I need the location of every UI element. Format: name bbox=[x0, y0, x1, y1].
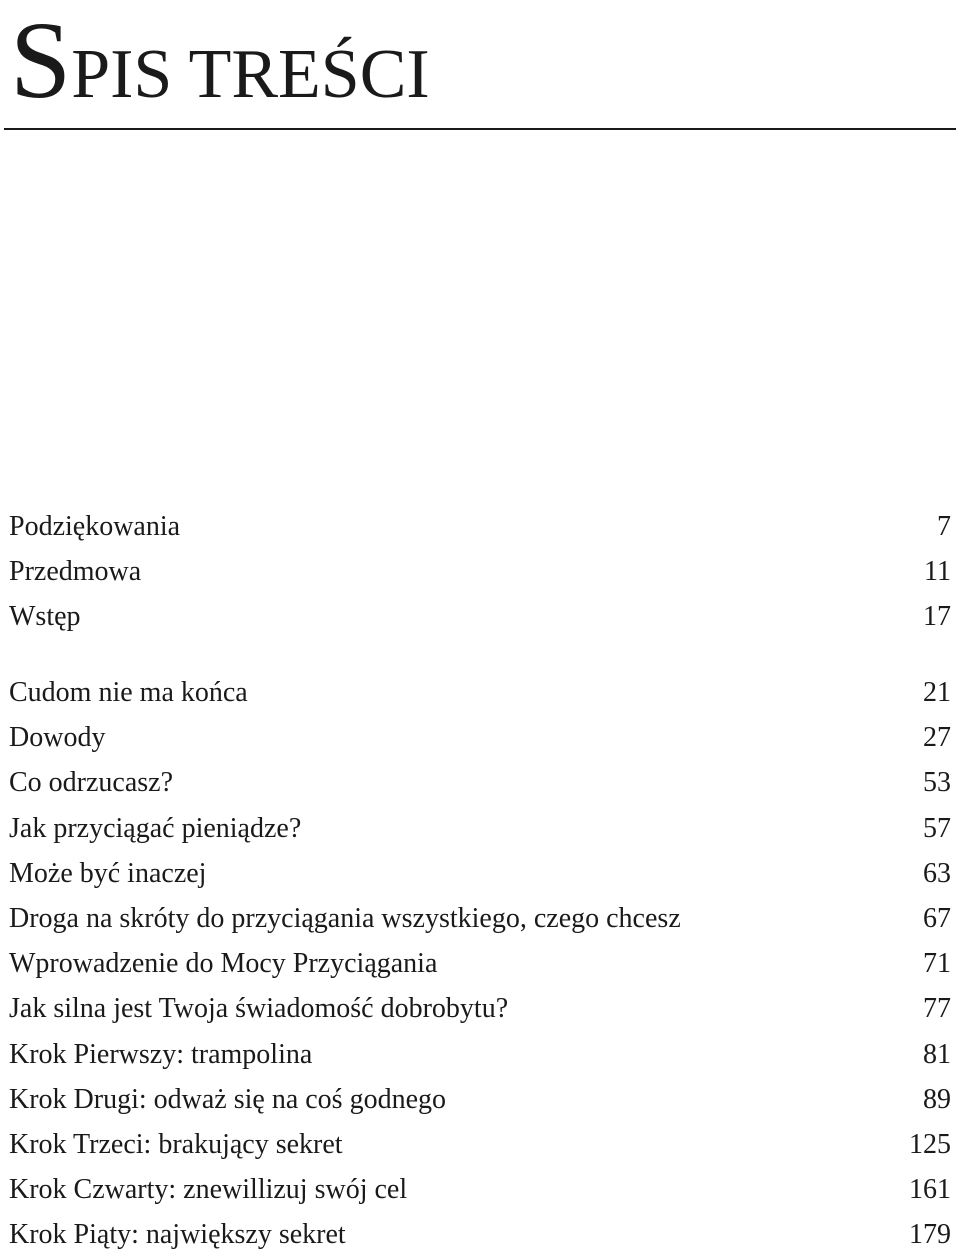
title-divider bbox=[4, 128, 956, 130]
toc-entry-page-number: 77 bbox=[923, 993, 951, 1025]
toc-entry-label: Cudom nie ma końca bbox=[9, 677, 248, 708]
toc-entry-label: Może być inaczej bbox=[9, 857, 207, 889]
toc-entry[interactable] bbox=[9, 1167, 951, 1212]
toc-entry-page-number: 57 bbox=[923, 812, 951, 844]
toc-entry-label: Krok Pierwszy: trampolina bbox=[9, 1038, 313, 1070]
toc-entry-page-number: 81 bbox=[923, 1038, 951, 1070]
toc-entry-page-number: 67 bbox=[923, 902, 951, 934]
toc-entry-page-number: 71 bbox=[923, 948, 951, 980]
toc-entry-label: Krok Drugi: odważ się na coś godnego bbox=[9, 1083, 447, 1115]
page-title-rest: PIS TREŚCI bbox=[71, 36, 430, 113]
toc-entry[interactable] bbox=[9, 760, 951, 805]
toc-entry-page-number: 17 bbox=[923, 601, 951, 633]
toc-entry-label: Podziękowania bbox=[9, 511, 181, 542]
page-title bbox=[10, 0, 430, 135]
toc-entry-page-number: 7 bbox=[937, 511, 951, 542]
toc-entry-label: Co odrzucasz? bbox=[9, 767, 174, 799]
toc-chapters bbox=[9, 670, 951, 1257]
toc-entry[interactable] bbox=[9, 594, 951, 639]
toc-entry-label: Krok Trzeci: brakujący sekret bbox=[9, 1128, 343, 1160]
toc-entry[interactable] bbox=[9, 851, 951, 896]
toc-entry[interactable] bbox=[9, 504, 951, 549]
toc-entry[interactable] bbox=[9, 1212, 951, 1257]
toc-entry-page-number: 21 bbox=[923, 677, 951, 708]
toc-entry[interactable] bbox=[9, 986, 951, 1031]
toc-entry[interactable] bbox=[9, 715, 951, 760]
toc-entry-page-number: 27 bbox=[923, 722, 951, 754]
toc-entry-page-number: 161 bbox=[909, 1174, 951, 1206]
toc-entry-label: Jak przyciągać pieniądze? bbox=[9, 812, 302, 844]
toc-entry-label: Jak silna jest Twoja świadomość dobrobytu? bbox=[9, 993, 509, 1025]
toc-entry-page-number: 125 bbox=[909, 1128, 951, 1160]
page-title-initial: S bbox=[10, 0, 72, 121]
toc-entry-label: Przedmowa bbox=[9, 556, 142, 588]
toc-entry-label: Krok Piąty: największy sekret bbox=[9, 1219, 346, 1251]
toc-entry-page-number: 63 bbox=[923, 857, 951, 889]
toc-entry-page-number: 11 bbox=[924, 556, 951, 588]
toc-entry[interactable] bbox=[9, 549, 951, 594]
toc-entry-label: Wprowadzenie do Mocy Przyciągania bbox=[9, 948, 438, 980]
toc-entry-page-number: 53 bbox=[923, 767, 951, 799]
toc-entry[interactable] bbox=[9, 1077, 951, 1122]
toc-entry[interactable] bbox=[9, 1032, 951, 1077]
toc-entry-label: Droga na skróty do przyciągania wszystkiego, czego chcesz bbox=[9, 902, 681, 934]
toc-entry[interactable] bbox=[9, 670, 951, 715]
toc-front-matter bbox=[9, 504, 951, 640]
toc-entry-page-number: 179 bbox=[909, 1219, 951, 1251]
toc-entry[interactable] bbox=[9, 1122, 951, 1167]
toc-entry-label: Wstęp bbox=[9, 601, 81, 633]
toc-entry-label: Krok Czwarty: znewillizuj swój cel bbox=[9, 1174, 408, 1206]
toc-entry[interactable] bbox=[9, 941, 951, 986]
toc-entry[interactable] bbox=[9, 806, 951, 851]
toc-entry[interactable] bbox=[9, 896, 951, 941]
toc-entry-label: Dowody bbox=[9, 722, 106, 754]
toc-entry-page-number: 89 bbox=[923, 1083, 951, 1115]
